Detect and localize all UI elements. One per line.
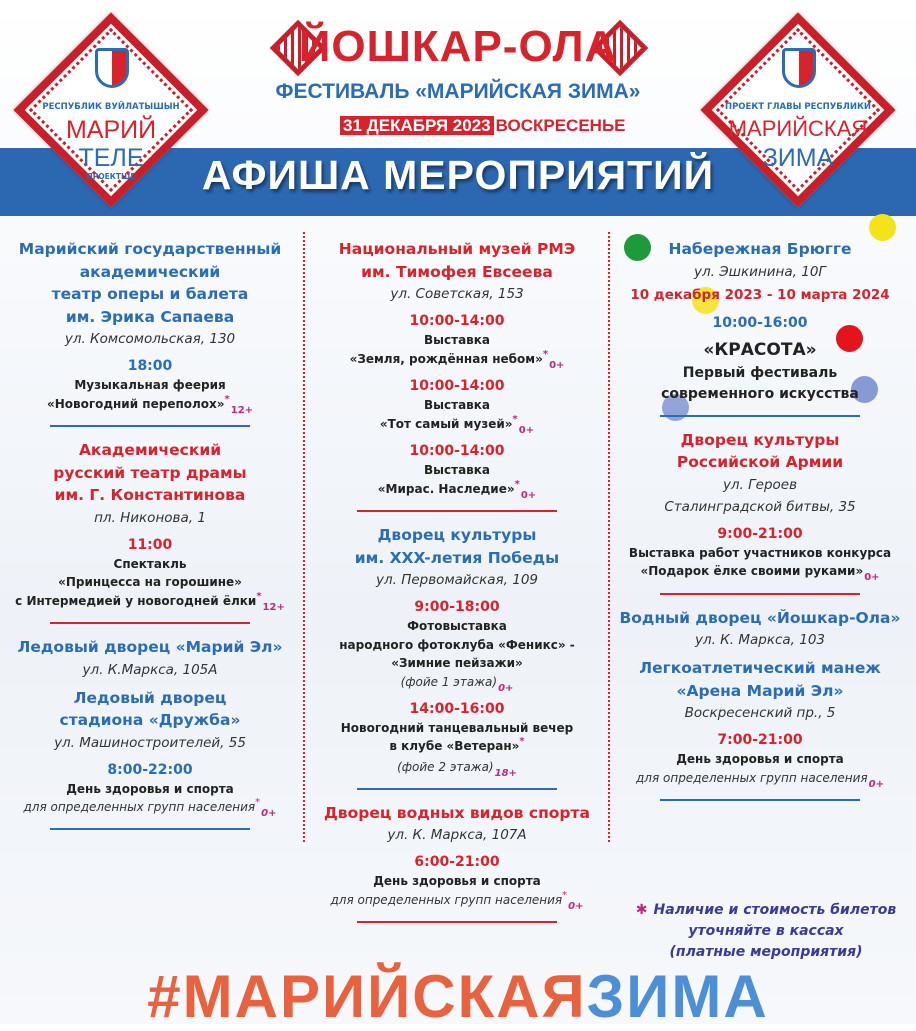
logo-caption: ПРОЕКТШЕ xyxy=(86,172,136,181)
event-note xyxy=(610,769,910,789)
venue-address xyxy=(610,474,910,496)
event-text xyxy=(306,396,608,415)
venue-address xyxy=(306,824,608,846)
text: День здоровья и спорта xyxy=(676,752,844,766)
coat-of-arms-icon xyxy=(95,48,129,88)
text: «Зимние пейзажи» xyxy=(391,656,523,670)
text: им. Тимофея Евсеева xyxy=(361,262,553,281)
venue-name xyxy=(610,429,910,452)
venue-name xyxy=(610,680,910,703)
text: в клубе «Ветеран» xyxy=(389,739,520,753)
venue-name xyxy=(0,238,300,261)
venue-address xyxy=(306,569,608,591)
text: (фойе 1 этажа) xyxy=(400,674,498,689)
text: Академический xyxy=(78,441,222,459)
event-dates xyxy=(610,283,910,307)
venue-name xyxy=(306,524,608,547)
text: Национальный музей РМЭ xyxy=(338,240,576,258)
text: им. Эрика Сапаева xyxy=(65,307,235,326)
text: для определенных групп населения xyxy=(330,892,563,907)
text: ул. Советская, 153 xyxy=(390,286,524,302)
age-rating: 0+ xyxy=(868,778,884,790)
separator xyxy=(357,788,557,790)
event-title xyxy=(610,337,910,363)
venue-name xyxy=(0,283,300,306)
event-text xyxy=(0,573,300,592)
text: Российской Армии xyxy=(676,453,844,471)
asterisk-icon: * xyxy=(512,413,518,425)
text: Дворец водных видов спорта xyxy=(324,803,590,822)
text: Ледовый дворец xyxy=(73,688,227,707)
event-time xyxy=(610,525,910,544)
text: 10:00-14:00 xyxy=(409,378,505,394)
age-rating: 12+ xyxy=(230,404,254,416)
age-rating: 0+ xyxy=(568,900,584,912)
event-text xyxy=(610,363,910,384)
text: Первый фестиваль xyxy=(682,364,838,381)
event-text xyxy=(610,544,910,563)
event-text xyxy=(306,719,608,738)
venue-address xyxy=(0,659,300,681)
logo-caption: ПРОЕКТ ГЛАВЫ РЕСПУБЛИКИ xyxy=(724,102,872,112)
text: Легкоатлетический манеж xyxy=(639,659,881,677)
event-text xyxy=(306,331,608,350)
venue-address xyxy=(0,328,300,350)
text: Выставка работ участников конкурса xyxy=(628,545,892,560)
text: им. Г. Константинова xyxy=(54,486,246,504)
date: 31 ДЕКАБРЯ 2023 xyxy=(340,116,494,135)
venue-name xyxy=(0,484,300,507)
text: 7:00-21:00 xyxy=(717,732,803,748)
event-time xyxy=(610,314,910,333)
text: ул. К. Маркса, 103 xyxy=(694,632,826,648)
text: 10:00-14:00 xyxy=(409,443,505,459)
event-text xyxy=(306,636,608,655)
text: 18:00 xyxy=(127,358,173,374)
text: стадиона «Дружба» xyxy=(59,711,241,729)
event-text xyxy=(306,461,608,480)
event-text xyxy=(306,872,608,891)
text: Набережная Брюгге xyxy=(668,240,852,258)
event-text xyxy=(0,395,300,416)
event-time xyxy=(306,700,608,719)
venue-name xyxy=(610,607,910,630)
text: ул. Эшкинина, 10Г xyxy=(694,263,826,280)
event-time xyxy=(306,377,608,396)
text: «Тот самый музей» xyxy=(379,416,513,431)
text: для определенных групп населения xyxy=(23,800,256,814)
age-rating: 0+ xyxy=(261,808,277,819)
text: 8:00-22:00 xyxy=(107,761,193,778)
hashtag-part: ЗИМА xyxy=(586,963,769,1030)
text: Музыкальная феерия xyxy=(74,378,226,392)
text: Сталинградской битвы, 35 xyxy=(664,498,856,515)
text: 9:00-18:00 xyxy=(414,599,500,615)
text: Воскресенский пр., 5 xyxy=(684,705,836,721)
venue-name xyxy=(306,547,608,570)
asterisk-icon: * xyxy=(542,348,549,360)
text: Выставка xyxy=(424,333,490,347)
separator xyxy=(357,510,557,512)
column-divider xyxy=(303,232,305,842)
asterisk-icon: * xyxy=(519,736,525,747)
text: русский театр драмы xyxy=(53,463,247,482)
text: Выставка xyxy=(424,463,490,477)
asterisk-icon: * xyxy=(256,590,262,602)
text: 11:00 xyxy=(127,536,173,553)
event-note xyxy=(306,891,608,911)
text: ул. Машиностроителей, 55 xyxy=(54,734,246,751)
event-time xyxy=(306,598,608,617)
venue-address xyxy=(306,283,608,305)
text: пл. Никонова, 1 xyxy=(94,509,206,526)
text: современного искусства xyxy=(661,385,859,402)
text: Выставка xyxy=(424,398,490,412)
decor-dot xyxy=(869,214,896,241)
event-time xyxy=(306,853,608,872)
separator xyxy=(50,425,250,427)
event-note xyxy=(306,673,608,693)
text: академический xyxy=(79,262,221,281)
text: ул. Героев xyxy=(722,476,798,493)
event-time xyxy=(610,731,910,750)
venue-name xyxy=(610,657,910,680)
text: Ледовый дворец «Марий Эл» xyxy=(17,638,283,656)
note-line: уточняйте в кассах xyxy=(688,923,844,939)
text: народного фотоклуба «Феникс» - xyxy=(339,637,575,652)
text: ул. Первомайская, 109 xyxy=(376,572,538,588)
event-time xyxy=(0,761,300,780)
text: (фойе 2 этажа) xyxy=(397,759,494,774)
note-line: Наличие и стоимость билетов xyxy=(653,902,897,918)
venue-name xyxy=(0,439,300,462)
event-time xyxy=(0,357,300,376)
logo-mariy-tele xyxy=(13,12,209,208)
venue-address xyxy=(610,702,910,724)
logo-word: МАРИЙСКАЯ xyxy=(728,116,868,141)
column-left xyxy=(0,238,300,842)
text: ул. К. Маркса, 107А xyxy=(387,827,527,843)
text: «Арена Марий Эл» xyxy=(676,681,844,700)
venue-name xyxy=(306,261,608,284)
text: ул. Комсомольская, 130 xyxy=(64,331,236,347)
text: «КРАСОТА» xyxy=(703,339,817,360)
event-text xyxy=(610,750,910,769)
venue-name xyxy=(610,238,910,261)
venue-name xyxy=(0,687,300,710)
text: театр оперы и балета xyxy=(51,285,249,303)
asterisk-icon: * xyxy=(224,393,230,405)
hashtag-part: #МАРИЙСКАЯ xyxy=(147,963,587,1030)
column-middle xyxy=(306,238,608,935)
event-text xyxy=(610,562,910,583)
hashtag xyxy=(0,962,916,1031)
separator xyxy=(50,828,250,830)
venue-address xyxy=(0,507,300,529)
age-rating: 0+ xyxy=(518,424,535,436)
venue-name xyxy=(0,709,300,732)
text: «Земля, рождённая небом» xyxy=(349,351,543,366)
logo-mariyskaya-zima xyxy=(700,12,896,208)
text: Водный дворец «Йошкар-Ола» xyxy=(619,608,901,627)
text: Фотовыставка xyxy=(407,619,507,633)
asterisk-icon: ✱ xyxy=(635,902,648,918)
text: «Мирас. Наследие» xyxy=(377,481,515,496)
separator xyxy=(660,415,860,417)
asterisk-icon: * xyxy=(562,889,568,901)
event-text xyxy=(306,617,608,636)
text: 10 декабря 2023 - 10 марта 2024 xyxy=(630,286,890,303)
venue-address xyxy=(0,732,300,754)
logo-caption: РЕСПУБЛИК ВУЙЛАТЫШЫН xyxy=(42,102,180,112)
text: Марийский государственный xyxy=(18,240,282,258)
event-time xyxy=(306,442,608,461)
text: «Принцесса на горошине» xyxy=(58,575,242,589)
venue-address xyxy=(610,629,910,651)
event-text xyxy=(0,376,300,395)
text: для определенных групп населения xyxy=(636,770,868,785)
age-rating: 0+ xyxy=(520,489,537,501)
separator xyxy=(50,622,250,624)
age-rating: 12+ xyxy=(262,601,285,613)
age-rating: 0+ xyxy=(498,682,514,694)
event-note xyxy=(306,758,608,778)
event-time xyxy=(306,312,608,331)
event-text xyxy=(0,780,300,799)
venue-name xyxy=(0,462,300,485)
festival-title: ФЕСТИВАЛЬ «МАРИЙСКАЯ ЗИМА» xyxy=(275,80,641,103)
venue-name xyxy=(306,802,608,825)
venue-name xyxy=(306,238,608,261)
venue-name xyxy=(610,451,910,474)
note-line: (платные мероприятия) xyxy=(669,944,863,960)
text: Дворец культуры xyxy=(680,430,840,449)
asterisk-icon: * xyxy=(255,797,261,808)
text: 10:00-14:00 xyxy=(409,313,505,329)
text: 14:00-16:00 xyxy=(409,700,505,717)
weekday: ВОСКРЕСЕНЬЕ xyxy=(495,116,626,135)
coat-of-arms-icon xyxy=(782,48,816,88)
poster-title: АФИША МЕРОПРИЯТИЙ xyxy=(201,152,715,198)
text: Дворец культуры xyxy=(377,526,537,544)
event-text xyxy=(306,737,608,758)
venue-name xyxy=(0,306,300,329)
event-note xyxy=(0,798,300,818)
age-rating: 0+ xyxy=(864,572,880,583)
text: ул. К.Маркса, 105А xyxy=(82,661,218,678)
text: 6:00-21:00 xyxy=(414,854,500,870)
venue-name xyxy=(0,261,300,284)
event-date xyxy=(340,116,626,136)
event-text xyxy=(0,555,300,574)
logo-word: ТЕЛЕ xyxy=(78,144,144,172)
venue-address xyxy=(610,261,910,283)
city-title: ЙОШКАР-ОЛА xyxy=(298,22,618,71)
event-text xyxy=(306,415,608,436)
text: 9:00-21:00 xyxy=(717,525,803,542)
text: Новогодний танцевальный вечер xyxy=(340,720,574,735)
text: с Интермедией у новогодней ёлки xyxy=(15,593,257,608)
event-text xyxy=(0,592,300,613)
separator xyxy=(357,921,557,923)
venue-address xyxy=(610,496,910,518)
event-time xyxy=(0,536,300,555)
ticket-note xyxy=(616,900,916,963)
event-text xyxy=(306,480,608,501)
age-rating: 18+ xyxy=(494,767,517,779)
text: им. XXX-летия Победы xyxy=(354,548,560,567)
text: День здоровья и спорта xyxy=(373,874,541,888)
text: 10:00-16:00 xyxy=(712,314,808,331)
asterisk-icon: * xyxy=(514,478,520,490)
age-rating: 0+ xyxy=(549,359,565,371)
event-text xyxy=(306,654,608,673)
text: «Подарок ёлке своими руками» xyxy=(640,564,864,578)
text: «Новогодний переполох» xyxy=(46,396,225,411)
event-text xyxy=(306,350,608,371)
venue-name xyxy=(0,636,300,659)
separator xyxy=(660,799,860,801)
text: Спектакль xyxy=(113,556,187,571)
logo-word: ЗИМА xyxy=(762,144,834,172)
logo-word: МАРИЙ xyxy=(65,116,157,144)
separator xyxy=(660,593,860,595)
event-text xyxy=(610,384,910,405)
text: День здоровья и спорта xyxy=(66,781,234,796)
column-right xyxy=(610,238,910,813)
